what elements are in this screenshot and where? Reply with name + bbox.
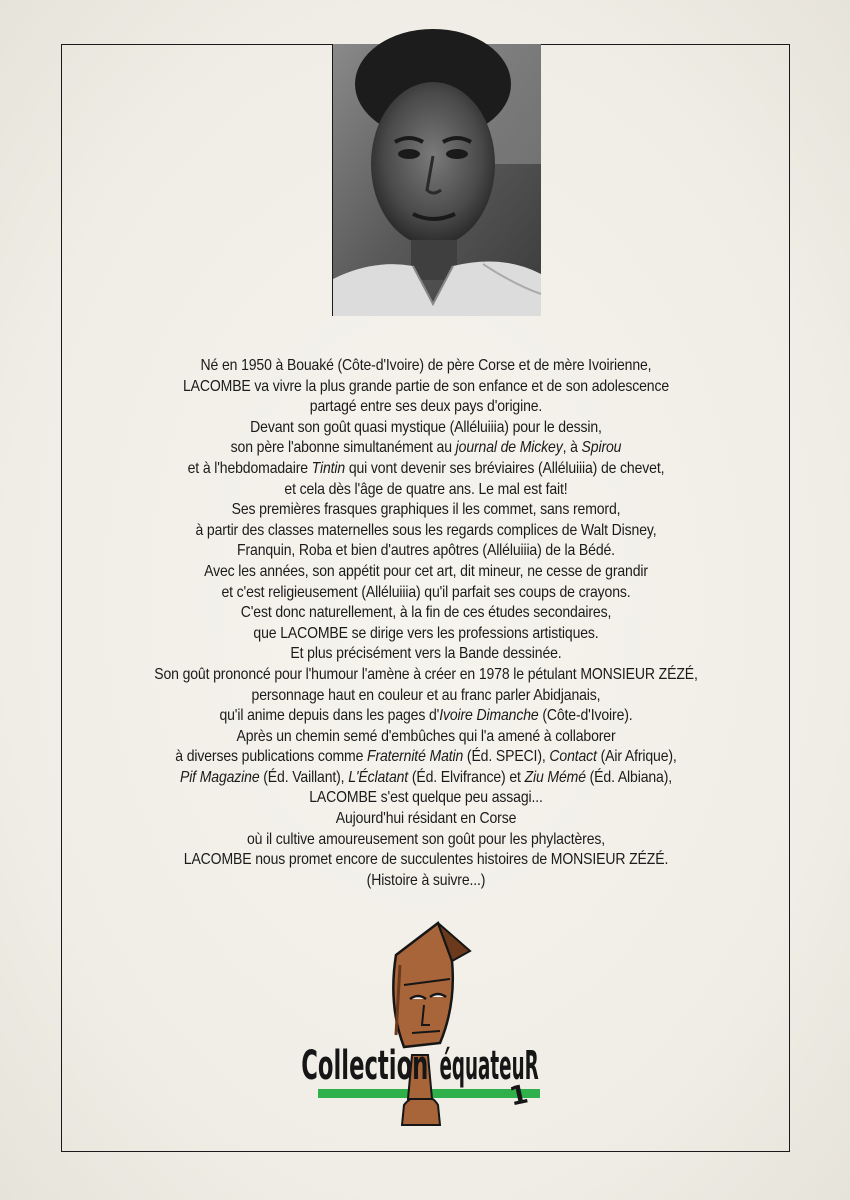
bio-title-italic: Fraternité Matin <box>367 748 464 766</box>
bio-line <box>106 603 747 624</box>
bio-text: LACOMBE s'est quelque peu assagi... <box>309 789 543 807</box>
bio-text: (Éd. Elvifrance) et <box>408 768 525 786</box>
bio-text: Aujourd'hui résidant en Corse <box>335 810 517 828</box>
bio-text: (Éd. Vaillant), <box>259 768 349 786</box>
bio-text: (Éd. Albiana), <box>585 768 673 786</box>
bio-text: Ses premières frasques graphiques il les commet, sans remord, <box>231 501 621 519</box>
bio-line <box>106 521 747 542</box>
bio-line <box>106 747 747 768</box>
bio-line <box>106 500 747 521</box>
bio-text: et c'est religieusement (Alléluiiia) qu'il parfait ses coups de crayons. <box>221 583 631 601</box>
bio-title-italic: Ivoire Dimanche <box>439 707 539 725</box>
bio-line <box>106 541 747 562</box>
bio-text: son père l'abonne simultanément au <box>230 439 456 457</box>
bio-text: C'est donc naturellement, à la fin de ces études secondaires, <box>240 604 612 622</box>
logo-word-equateur: équateuR <box>439 1041 539 1089</box>
bio-line <box>106 562 747 583</box>
bio-text: où il cultive amoureusement son goût pour les phylactères, <box>246 830 606 848</box>
bio-title-italic: Pif Magazine <box>179 768 260 786</box>
bio-text: (Éd. SPECI), <box>463 748 550 766</box>
bio-title-italic: L'Éclatant <box>348 768 409 786</box>
bio-title-italic: Spirou <box>581 439 622 457</box>
bio-title-italic: Contact <box>549 748 597 766</box>
bio-line <box>106 871 747 892</box>
bio-text: (Côte-d'Ivoire). <box>538 707 633 725</box>
bio-line <box>106 706 747 727</box>
bio-text: à partir des classes maternelles sous les regards complices de Walt Disney, <box>195 521 657 539</box>
bio-text: (Histoire à suivre...) <box>366 871 486 889</box>
bio-line <box>106 356 747 377</box>
bio-text: Devant son goût quasi mystique (Alléluiiia) pour le dessin, <box>250 418 602 436</box>
bio-title-italic: Tintin <box>311 459 346 477</box>
bio-line <box>106 788 747 809</box>
bio-text: , à <box>562 439 582 457</box>
bio-line <box>106 830 747 851</box>
bio-text: Né en 1950 à Bouaké (Côte-d'Ivoire) de père Corse et de mère Ivoirienne, <box>200 357 652 374</box>
bio-text: partagé entre ses deux pays d'origine. <box>309 398 543 416</box>
bio-text: personnage haut en couleur et au franc parler Abidjanais, <box>251 686 601 704</box>
bio-text: et cela dès l'âge de quatre ans. Le mal est fait! <box>284 480 568 498</box>
bio-line <box>106 850 747 871</box>
bio-line <box>106 377 747 398</box>
bio-line <box>106 665 747 686</box>
bio-line <box>106 644 747 665</box>
bio-text: Franquin, Roba et bien d'autres apôtres (Alléluiiia) de la Bédé. <box>237 542 615 560</box>
bio-line <box>106 809 747 830</box>
bio-title-italic: journal de Mickey <box>455 439 563 457</box>
bio-line <box>106 583 747 604</box>
mask-icon <box>393 923 470 1047</box>
author-biography <box>106 356 747 891</box>
bio-text: Après un chemin semé d'embûches qui l'a amené à collaborer <box>236 727 616 745</box>
bio-text: et à l'hebdomadaire <box>187 459 312 477</box>
bio-text: Et plus précisément vers la Bande dessinée. <box>290 645 562 663</box>
bio-text: qui vont devenir ses bréviaires (Alléluiiia) de chevet, <box>345 459 665 477</box>
logo-word-collection: Collection <box>301 1041 429 1089</box>
bio-line <box>106 438 747 459</box>
bio-text: LACOMBE va vivre la plus grande partie de son enfance et de son adolescence <box>182 377 670 395</box>
bio-text: Son goût prononcé pour l'humour l'amène à créer en 1978 le pétulant MONSIEUR ZÉZÉ, <box>154 665 698 683</box>
bio-text: à diverses publications comme <box>175 748 368 766</box>
author-photo <box>332 44 540 316</box>
bio-text: LACOMBE nous promet encore de succulentes histoires de MONSIEUR ZÉZÉ. <box>183 851 669 869</box>
bio-line <box>106 397 747 418</box>
bio-text: Avec les années, son appétit pour cet art, dit mineur, ne cesse de grandir <box>204 562 648 580</box>
bio-line <box>106 686 747 707</box>
logo-pedestal <box>402 1097 440 1125</box>
bio-title-italic: Ziu Mémé <box>524 768 586 786</box>
collection-logo <box>300 915 560 1125</box>
bio-line <box>106 624 747 645</box>
bio-line <box>106 727 747 748</box>
bio-text: que LACOMBE se dirige vers les professions artistiques. <box>253 624 599 642</box>
bio-line <box>106 480 747 501</box>
bio-text: (Air Afrique), <box>596 748 677 766</box>
bio-line <box>106 459 747 480</box>
bio-line <box>106 768 747 789</box>
bio-text: qu'il anime depuis dans les pages d' <box>219 707 440 725</box>
bio-line <box>106 418 747 439</box>
author-portrait-image <box>333 44 541 316</box>
logo-volume-number: 1 <box>506 1079 531 1113</box>
